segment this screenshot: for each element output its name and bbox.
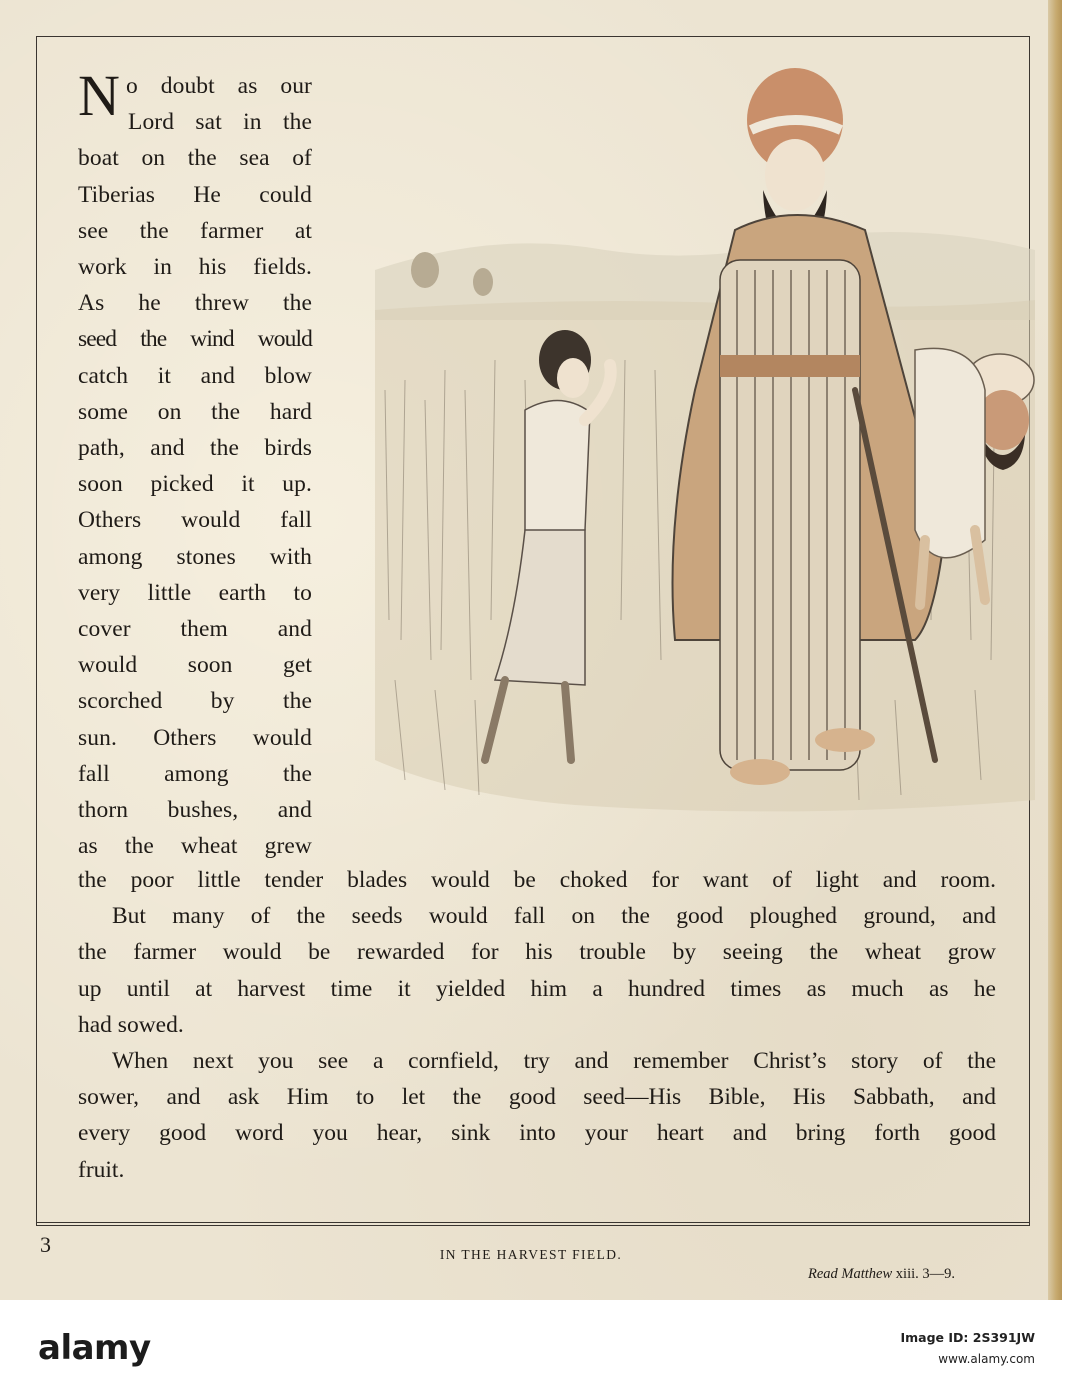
text-line: had sowed. bbox=[78, 1011, 184, 1038]
text-line: among stones with bbox=[78, 543, 312, 570]
text-line: see the farmer at bbox=[78, 217, 312, 244]
scripture-reference bbox=[808, 1266, 955, 1283]
text-line: some on the hard bbox=[78, 398, 312, 425]
text-line: But many of the seeds would fall on the good ploughed ground, and bbox=[112, 903, 996, 930]
alamy-logo: alamy bbox=[38, 1328, 151, 1368]
text-line: as the wheat grew bbox=[78, 833, 312, 860]
text-line: fall among the bbox=[78, 760, 312, 787]
text-line: Others would fall bbox=[78, 507, 312, 534]
drop-cap: N bbox=[78, 63, 120, 128]
footer-rule bbox=[36, 1222, 1030, 1224]
text-line: the farmer would be rewarded for his trouble by seeing the wheat grow bbox=[78, 939, 996, 966]
stock-url: www.alamy.com bbox=[938, 1352, 1035, 1366]
text-line: Lord sat in the bbox=[128, 109, 312, 136]
stock-photo-bar bbox=[0, 1300, 1079, 1390]
text-line: cover them and bbox=[78, 616, 312, 643]
text-line: fruit. bbox=[78, 1156, 125, 1183]
reference-verses: xiii. 3—9. bbox=[895, 1266, 956, 1282]
text-line: When next you see a cornfield, try and remember Christ’s story of the bbox=[112, 1048, 996, 1075]
text-line: o doubt as our bbox=[126, 73, 312, 99]
reference-book: Read Matthew bbox=[808, 1266, 893, 1282]
text-line: Tiberias He could bbox=[78, 181, 312, 208]
text-line: sun. Others would bbox=[78, 724, 312, 751]
text-line: sower, and ask Him to let the good seed—His Bible, His Sabbath, and bbox=[78, 1084, 996, 1111]
text-line: seed the wind would bbox=[78, 326, 312, 353]
text-line: soon picked it up. bbox=[78, 471, 312, 498]
text-line: thorn bushes, and bbox=[78, 797, 312, 824]
text-line: scorched by the bbox=[78, 688, 312, 715]
text-line: the poor little tender blades would be choked for want of light and room. bbox=[78, 867, 996, 893]
column-text bbox=[78, 63, 312, 864]
text-line: boat on the sea of bbox=[78, 145, 312, 172]
text-line: work in his fields. bbox=[78, 254, 312, 281]
text-line: catch it and blow bbox=[78, 362, 312, 389]
text-line: As he threw the bbox=[78, 290, 312, 317]
page-number: 3 bbox=[40, 1232, 51, 1257]
text-line: would soon get bbox=[78, 652, 312, 679]
text-line: very little earth to bbox=[78, 579, 312, 606]
illustration-caption: IN THE HARVEST FIELD. bbox=[439, 1247, 623, 1262]
text-line: path, and the birds bbox=[78, 435, 312, 462]
text-line: every good word you hear, sink into your heart and bring forth good bbox=[78, 1120, 996, 1147]
text-line: up until at harvest time it yielded him a hundred times as much as he bbox=[78, 975, 996, 1002]
body-text-full bbox=[78, 862, 996, 1188]
image-id: Image ID: 2S391JW bbox=[900, 1330, 1035, 1345]
harvest-field-illustration bbox=[375, 60, 1035, 820]
page-edge bbox=[1048, 0, 1062, 1300]
